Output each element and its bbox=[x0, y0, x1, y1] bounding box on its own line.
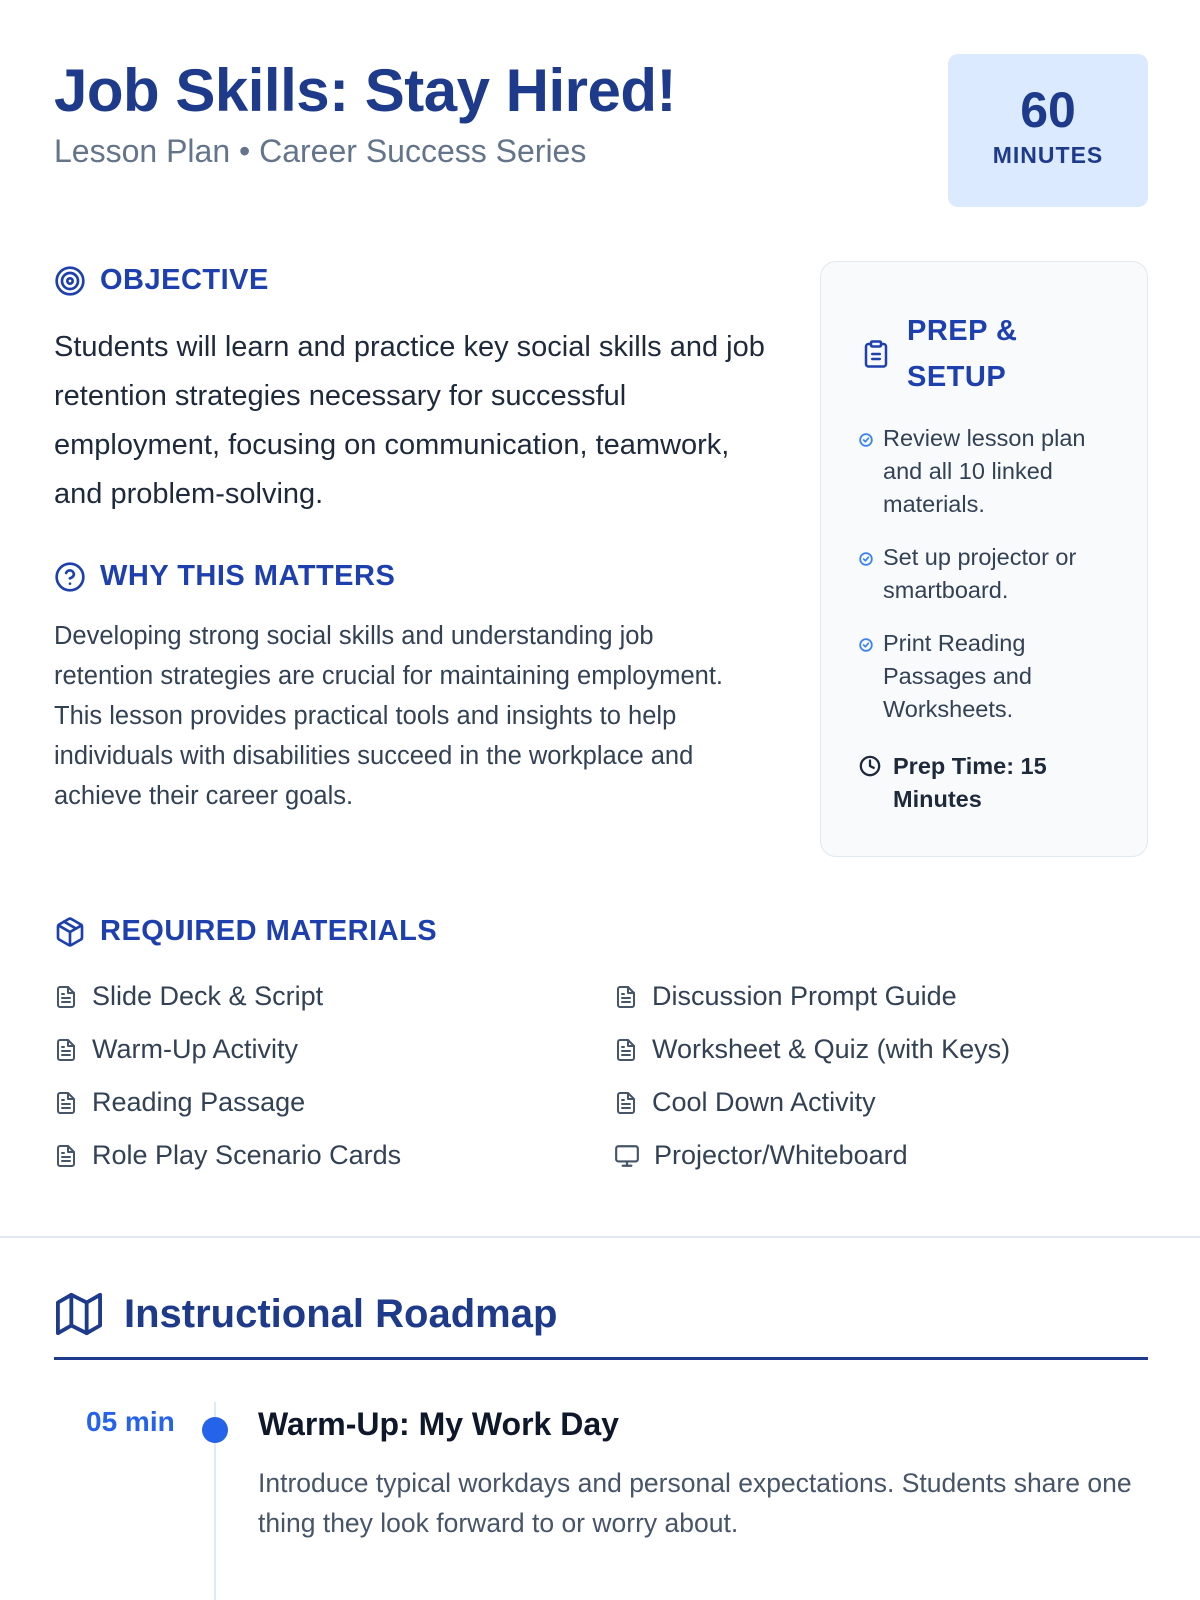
prep-item-label: Review lesson plan and all 10 linked materials. bbox=[883, 425, 1086, 517]
duration-badge bbox=[948, 54, 1148, 207]
objective-heading-label: OBJECTIVE bbox=[100, 264, 269, 296]
help-circle-icon bbox=[54, 561, 86, 593]
page-subtitle: Lesson Plan • Career Success Series bbox=[54, 133, 587, 169]
why-heading bbox=[54, 560, 395, 593]
step-title: Warm-Up: My Work Day bbox=[258, 1406, 619, 1442]
document-icon bbox=[54, 1037, 78, 1063]
step-duration: 05 min bbox=[86, 1406, 175, 1437]
material-label: Warm-Up Activity bbox=[92, 1034, 299, 1064]
material-label: Cool Down Activity bbox=[652, 1087, 876, 1117]
prep-heading bbox=[861, 308, 1037, 400]
prep-card bbox=[820, 261, 1148, 857]
material-item bbox=[54, 1086, 614, 1119]
prep-item-label: Set up projector or smartboard. bbox=[883, 544, 1077, 603]
document-icon bbox=[614, 1037, 638, 1063]
material-item bbox=[614, 980, 1148, 1013]
material-label: Projector/Whiteboard bbox=[654, 1140, 908, 1170]
material-item bbox=[614, 1033, 1148, 1066]
step-description: Introduce typical workdays and personal expectations. Students share one thing they look forward to or worry about. bbox=[258, 1468, 1132, 1538]
section-divider bbox=[0, 1236, 1200, 1238]
material-label: Worksheet & Quiz (with Keys) bbox=[652, 1034, 1011, 1064]
material-item bbox=[614, 1139, 1148, 1172]
clipboard-icon bbox=[861, 339, 891, 369]
check-circle-icon bbox=[859, 433, 873, 447]
roadmap-rule bbox=[54, 1357, 1148, 1360]
material-label: Role Play Scenario Cards bbox=[92, 1140, 402, 1170]
clock-icon bbox=[859, 755, 881, 777]
duration-unit: MINUTES bbox=[992, 142, 1104, 168]
prep-time-label: Prep Time: 15 Minutes bbox=[893, 753, 1047, 812]
material-item bbox=[54, 980, 614, 1013]
map-icon bbox=[54, 1291, 104, 1337]
prep-list bbox=[859, 422, 1119, 746]
materials-heading bbox=[54, 915, 437, 948]
check-circle-icon bbox=[859, 638, 873, 652]
document-icon bbox=[54, 1090, 78, 1116]
material-label: Reading Passage bbox=[92, 1087, 306, 1117]
document-icon bbox=[614, 984, 638, 1010]
check-circle-icon bbox=[859, 552, 873, 566]
material-label: Discussion Prompt Guide bbox=[652, 981, 957, 1011]
why-text: Developing strong social skills and understanding job retention strategies are crucial for maintaining employment. This lesson provides practical tools and insights to help individuals with disabilities succeed in the workplace and achieve their career goals. bbox=[54, 622, 723, 810]
prep-item bbox=[859, 627, 1119, 726]
document-icon bbox=[54, 984, 78, 1010]
materials-list bbox=[54, 980, 1148, 1172]
page-title: Job Skills: Stay Hired! bbox=[54, 57, 677, 124]
why-heading-label: WHY THIS MATTERS bbox=[100, 560, 396, 592]
roadmap-heading-label: Instructional Roadmap bbox=[124, 1291, 558, 1336]
prep-heading-label: PREP & SETUP bbox=[907, 315, 1018, 393]
prep-item bbox=[859, 422, 1119, 521]
roadmap-heading bbox=[54, 1291, 557, 1337]
objective-heading bbox=[54, 264, 269, 297]
document-icon bbox=[54, 1143, 78, 1169]
material-item bbox=[54, 1033, 614, 1066]
material-item bbox=[54, 1139, 614, 1172]
material-item bbox=[614, 1086, 1148, 1119]
objective-text: Students will learn and practice key social skills and job retention strategies necessary for successful employment, focusing on communication, teamwork, and problem-solving. bbox=[54, 331, 765, 510]
document-icon bbox=[614, 1090, 638, 1116]
target-icon bbox=[54, 265, 86, 297]
package-icon bbox=[54, 916, 86, 948]
material-label: Slide Deck & Script bbox=[92, 981, 324, 1011]
timeline-dot bbox=[202, 1417, 228, 1443]
materials-heading-label: REQUIRED MATERIALS bbox=[100, 915, 438, 947]
prep-item-label: Print Reading Passages and Worksheets. bbox=[883, 630, 1032, 722]
duration-value: 60 bbox=[1020, 82, 1076, 138]
monitor-icon bbox=[614, 1143, 640, 1169]
prep-item bbox=[859, 541, 1119, 607]
prep-time bbox=[859, 750, 1089, 816]
